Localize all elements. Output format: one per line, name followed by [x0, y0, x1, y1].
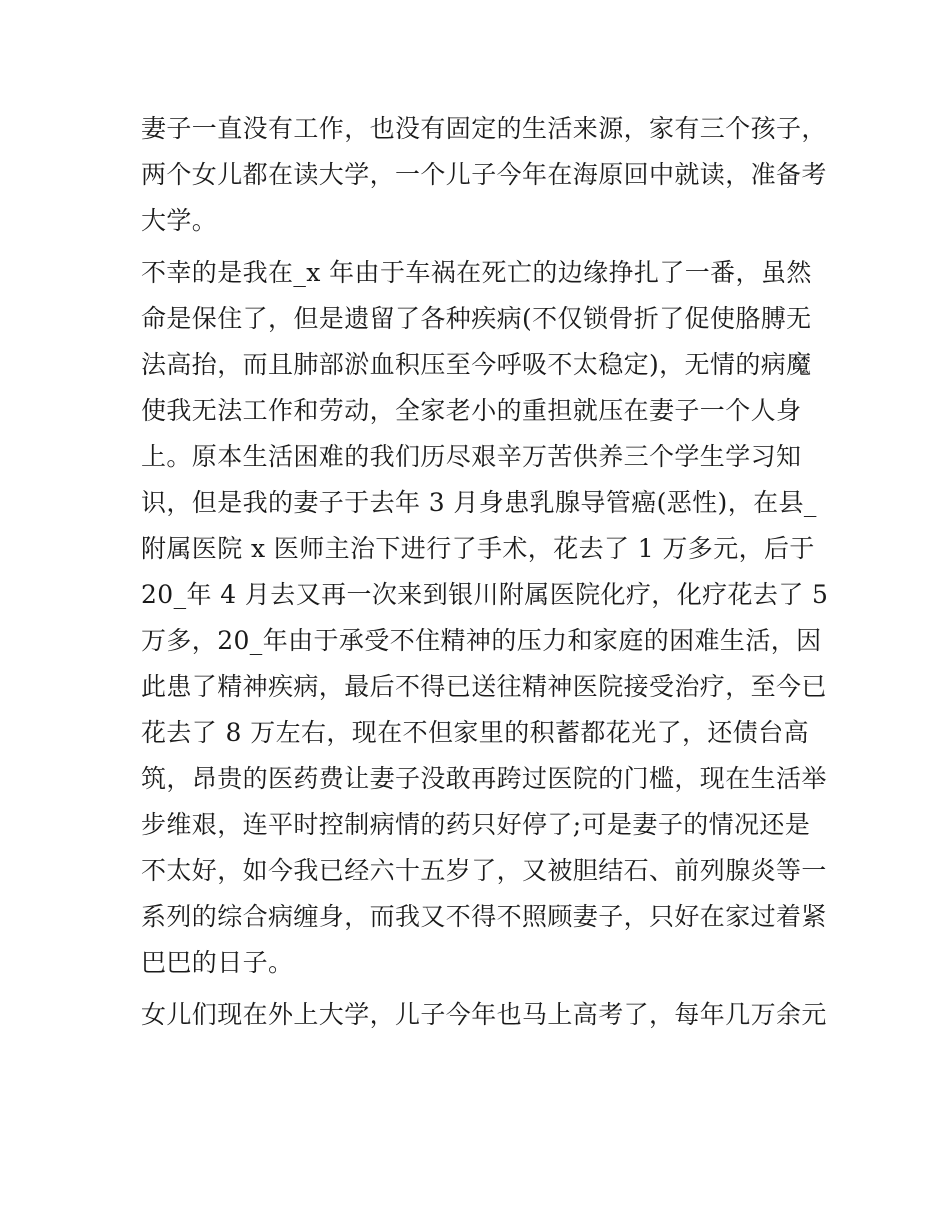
text-line: 万多，20_年由于承受不住精神的压力和家庭的困难生活，因 — [141, 626, 822, 655]
text-line: 此患了精神疾病，最后不得已送往精神医院接受治疗，至今已 — [141, 672, 827, 701]
text-line: 步维艰，连平时控制病情的药只好停了;可是妻子的情况还是 — [141, 810, 811, 839]
document-body — [141, 106, 829, 1038]
text-line: 筑，昂贵的医药费让妻子没敢再跨过医院的门槛，现在生活举 — [141, 764, 827, 793]
text-line: 花去了 8 万左右，现在不但家里的积蓄都花光了，还债台高 — [141, 718, 810, 747]
text-line: 妻子一直没有工作，也没有固定的生活来源，家有三个孩子， — [141, 114, 827, 143]
text-line: 巴巴的日子。 — [141, 948, 294, 977]
paragraph-1 — [141, 106, 827, 244]
text-line: 不太好，如今我已经六十五岁了，又被胆结石、前列腺炎等一 — [141, 856, 827, 885]
text-line: 系列的综合病缠身，而我又不得不照顾妻子，只好在家过着紧 — [141, 902, 827, 931]
text-line: 命是保住了，但是遗留了各种疾病(不仅锁骨折了促使胳膊无 — [141, 304, 812, 333]
text-line: 20_年 4 月去又再一次来到银川附属医院化疗，化疗花去了 5 — [141, 580, 829, 609]
paragraph-3 — [141, 992, 827, 1038]
text-line: 大学。 — [141, 206, 218, 235]
text-line: 上。原本生活困难的我们历尽艰辛万苦供养三个学生学习知 — [141, 442, 802, 471]
text-line: 使我无法工作和劳动，全家老小的重担就压在妻子一个人身 — [141, 396, 802, 425]
text-line: 法高抬，而且肺部淤血积压至今呼吸不太稳定)，无情的病魔 — [141, 350, 812, 379]
text-line: 两个女儿都在读大学，一个儿子今年在海原回中就读，准备考 — [141, 160, 827, 189]
text-line: 识，但是我的妻子于去年 3 月身患乳腺导管癌(恶性)，在县_ — [141, 488, 817, 517]
text-line: 女儿们现在外上大学，儿子今年也马上高考了，每年几万余元 — [141, 1000, 827, 1029]
paragraph-2 — [141, 250, 829, 986]
text-line: 附属医院 x 医师主治下进行了手术，花去了 1 万多元，后于 — [141, 534, 815, 563]
text-line: 不幸的是我在_x 年由于车祸在死亡的边缘挣扎了一番，虽然 — [141, 258, 812, 287]
